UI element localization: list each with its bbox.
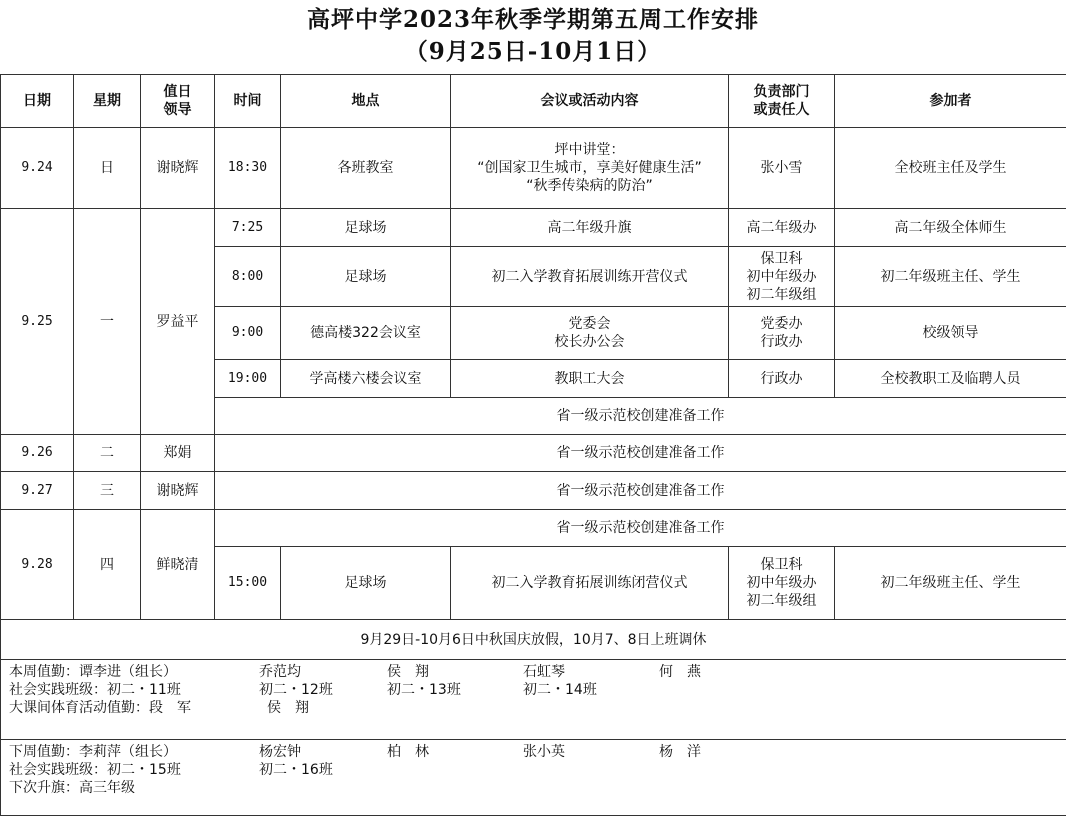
content-cell: 高二年级升旗	[451, 209, 729, 247]
table-row	[1, 510, 1066, 547]
time-cell: 8:00	[215, 247, 281, 307]
header-content: 会议或活动内容	[451, 75, 729, 128]
attendees-cell: 全校教职工及临聘人员	[835, 360, 1066, 398]
duty-line: 下次升旗：高三年级	[9, 779, 1066, 797]
header-dept: 负责部门 或责任人	[729, 75, 835, 128]
date-cell: 9.25	[1, 209, 74, 435]
place-cell: 学高楼六楼会议室	[281, 360, 451, 398]
place-cell: 德高楼322会议室	[281, 307, 451, 360]
place-cell: 足球场	[281, 547, 451, 620]
this-week-duty	[1, 660, 1066, 740]
place-cell: 足球场	[281, 247, 451, 307]
duty-line: 大课间体育活动值勤：段 军 侯 翔	[9, 699, 1066, 717]
this-week-duty-row	[1, 660, 1066, 740]
next-week-duty-row	[1, 740, 1066, 816]
time-cell: 19:00	[215, 360, 281, 398]
note-cell: 省一级示范校创建准备工作	[215, 510, 1066, 547]
note-cell: 省一级示范校创建准备工作	[215, 472, 1066, 510]
duty-line: 社会实践班级：初二・15班 初二・16班	[9, 761, 1066, 779]
place-cell: 足球场	[281, 209, 451, 247]
dept-cell: 高二年级办	[729, 209, 835, 247]
note-cell: 省一级示范校创建准备工作	[215, 435, 1066, 472]
dept-cell: 行政办	[729, 360, 835, 398]
header-place: 地点	[281, 75, 451, 128]
table-row	[1, 435, 1066, 472]
table-row	[1, 472, 1066, 510]
attendees-cell: 初二年级班主任、学生	[835, 247, 1066, 307]
header-date: 日期	[1, 75, 74, 128]
date-cell: 9.27	[1, 472, 74, 510]
leader-cell: 鲜晓清	[141, 510, 215, 620]
next-week-duty	[1, 740, 1066, 816]
duty-line: 下周值勤：李莉萍（组长） 杨宏钟 柏 林 张小英 杨 洋	[9, 743, 1066, 761]
leader-cell: 罗益平	[141, 209, 215, 435]
time-cell: 9:00	[215, 307, 281, 360]
leader-cell: 谢晓辉	[141, 128, 215, 209]
weekday-cell: 三	[74, 472, 141, 510]
content-cell: 教职工大会	[451, 360, 729, 398]
header-row	[1, 75, 1066, 128]
header-weekday: 星期	[74, 75, 141, 128]
time-cell: 15:00	[215, 547, 281, 620]
place-cell: 各班教室	[281, 128, 451, 209]
dept-cell: 保卫科 初中年级办 初二年级组	[729, 247, 835, 307]
attendees-cell: 全校班主任及学生	[835, 128, 1066, 209]
weekday-cell: 日	[74, 128, 141, 209]
holiday-row	[1, 620, 1066, 660]
attendees-cell: 高二年级全体师生	[835, 209, 1066, 247]
duty-line: 本周值勤：谭李进（组长） 乔范均 侯 翔 石虹琴 何 燕	[9, 663, 1066, 681]
title-line-2: （9月25日-10月1日）	[0, 36, 1066, 68]
table-row	[1, 209, 1066, 247]
document-title	[0, 4, 1066, 68]
weekday-cell: 二	[74, 435, 141, 472]
table-row	[1, 128, 1066, 209]
schedule-table	[0, 74, 1066, 816]
attendees-cell: 初二年级班主任、学生	[835, 547, 1066, 620]
attendees-cell: 校级领导	[835, 307, 1066, 360]
note-cell: 省一级示范校创建准备工作	[215, 398, 1066, 435]
time-cell: 18:30	[215, 128, 281, 209]
duty-line: 社会实践班级：初二・11班 初二・12班 初二・13班 初二・14班	[9, 681, 1066, 699]
content-cell: 坪中讲堂： “创国家卫生城市，享美好健康生活” “秋季传染病的防治”	[451, 128, 729, 209]
date-cell: 9.28	[1, 510, 74, 620]
date-cell: 9.26	[1, 435, 74, 472]
title-line-1: 高坪中学2023年秋季学期第五周工作安排	[0, 4, 1066, 36]
leader-cell: 谢晓辉	[141, 472, 215, 510]
header-time: 时间	[215, 75, 281, 128]
header-leader: 值日 领导	[141, 75, 215, 128]
dept-cell: 保卫科 初中年级办 初二年级组	[729, 547, 835, 620]
time-cell: 7:25	[215, 209, 281, 247]
weekday-cell: 四	[74, 510, 141, 620]
header-attendees: 参加者	[835, 75, 1066, 128]
content-cell: 党委会 校长办公会	[451, 307, 729, 360]
content-cell: 初二入学教育拓展训练开营仪式	[451, 247, 729, 307]
dept-cell: 张小雪	[729, 128, 835, 209]
content-cell: 初二入学教育拓展训练闭营仪式	[451, 547, 729, 620]
dept-cell: 党委办 行政办	[729, 307, 835, 360]
holiday-note: 9月29日-10月6日中秋国庆放假，10月7、8日上班调休	[1, 620, 1066, 660]
weekday-cell: 一	[74, 209, 141, 435]
date-cell: 9.24	[1, 128, 74, 209]
leader-cell: 郑娟	[141, 435, 215, 472]
